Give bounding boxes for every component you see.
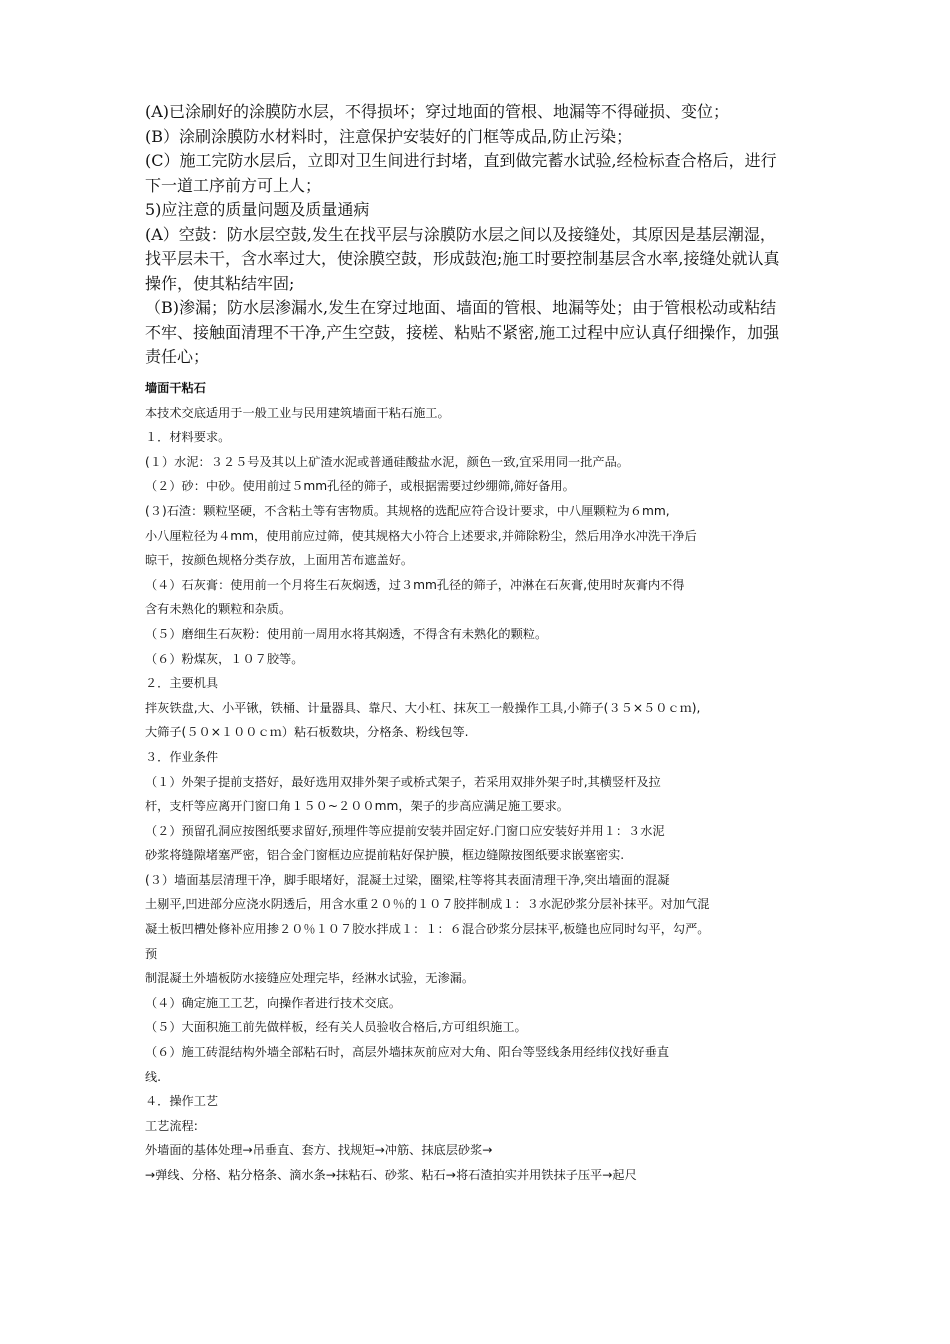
text-line: (３)石渣：颗粒坚硬，不含粘土等有害物质。其规格的选配应符合设计要求，中八厘颗粒为６mm, — [145, 503, 670, 518]
section-subheading: 5)应注意的质量问题及质量通病 — [145, 200, 370, 219]
text-line: （５）大面积施工前先做样板，经有关人员验收合格后,方可组织施工。 — [145, 1020, 527, 1035]
text-line: 不牢、接触面清理不干净,产生空鼓，接槎、粘贴不紧密,施工过程中应认真仔细操作，加强 — [145, 322, 780, 342]
text-line: 含有未熟化的颗粒和杂质。 — [145, 602, 292, 617]
text-line: 大筛子(５０×１００ｃｍ）粘石板数块，分格条、粉线包等. — [145, 725, 469, 740]
text-line: (C）施工完防水层后，立即对卫生间进行封堵，直到做完蓄水试验,经检标查合格后，进行 — [145, 151, 777, 170]
text-line: 线. — [145, 1069, 162, 1084]
text-line: 拌灰铁盘,大、小平锹，铁桶、计量器具、靠尺、大小杠、抹灰工一般操作工具,小筛子(３５×５０ｃｍ), — [145, 700, 701, 715]
text-line: 预 — [145, 946, 158, 961]
text-line: (１）水泥：３２５号及其以上矿渣水泥或普通硅酸盐水泥，颜色一致,宜采用同一批产品。 — [145, 454, 629, 469]
text-line: 工艺流程: — [145, 1118, 198, 1133]
section-heading: 墙面干粘石 — [145, 381, 206, 395]
text-line: （４）石灰膏：使用前一个月将生石灰焖透，过３mm孔径的筛子，冲淋在石灰膏,使用时灰膏内不得 — [145, 577, 685, 592]
text-line: (A）空鼓：防水层空鼓,发生在找平层与涂膜防水层之间以及接缝处，其原因是基层潮湿， — [145, 224, 776, 244]
text-line: 操作，使其粘结牢固; — [145, 273, 295, 293]
text-line: (３）墙面基层清理干净，脚手眼堵好，混凝土过梁，圈梁,柱等将其表面清理干净,突出墙面的混凝 — [145, 872, 670, 887]
text-line: 凝土板凹槽处修补应用掺２０％１０７胶水拌成１：１：６混合砂浆分层抹平,板缝也应同时勾平，勾严。 — [145, 922, 710, 937]
text-line: （６）施工砖混结构外墙全部粘石时，高层外墙抹灰前应对大角、阳台等竖线条用经纬仪找好垂直 — [145, 1045, 670, 1060]
text-line: (B）涂刷涂膜防水材料时，注意保护安装好的门框等成品,防止污染； — [145, 126, 633, 146]
text-line: （２）砂：中砂。使用前过５mm孔径的筛子，或根据需要过纱绷筛,筛好备用。 — [145, 479, 575, 494]
text-line: ２．主要机具 — [145, 676, 219, 691]
text-line: （４）确定施工工艺，向操作者进行技术交底。 — [145, 995, 401, 1010]
text-line: 制混凝土外墙板防水接缝应处理完毕，经淋水试验，无渗漏。 — [145, 971, 475, 986]
text-line: 外墙面的基体处理→吊垂直、套方、找规矩→冲筋、抹底层砂浆→ — [145, 1143, 493, 1158]
text-line: 杆，支杆等应离开门窗口角１５０~２００mm，架子的步高应满足施工要求。 — [145, 799, 569, 814]
text-line: 本技术交底适用于一般工业与民用建筑墙面干粘石施工。 — [145, 405, 450, 420]
text-line: １．材料要求。 — [145, 430, 231, 445]
text-line: 土剔平,凹进部分应浇水阴透后，用含水重２０％的１０７胶拌制成１：３水泥砂浆分层补抹平。对加气混 — [145, 897, 710, 912]
waterproofing-notes — [145, 100, 815, 370]
text-line: （２）预留孔洞应按图纸要求留好,预埋件等应提前安装并固定好.门窗口应安装好并用１：３水泥 — [145, 823, 665, 838]
text-line: 找平层未干，含水率过大，使涂膜空鼓，形成鼓泡;施工时要控制基层含水率,接缝处就认真 — [145, 249, 780, 268]
text-line: 砂浆将缝隙堵塞严密，铝合金门窗框边应提前粘好保护膜，框边缝隙按图纸要求嵌塞密实. — [145, 848, 625, 863]
text-line: （６）粉煤灰，１０７胶等。 — [145, 651, 304, 666]
text-line: 小八厘粒径为４mm，使用前应过筛，使其规格大小符合上述要求,并筛除粉尘，然后用净水冲洗干净后 — [145, 528, 697, 543]
text-line: ４．操作工艺 — [145, 1094, 219, 1109]
text-line: （５）磨细生石灰粉：使用前一周用水将其焖透，不得含有未熟化的颗粒。 — [145, 626, 548, 641]
text-line: 责任心； — [145, 347, 210, 366]
text-line: →弹线、分格、粘分格条、滴水条→抹粘石、砂浆、粘石→将石渣拍实并用铁抹子压平→起尺 — [145, 1168, 637, 1182]
text-line: （B)渗漏；防水层渗漏水,发生在穿过地面、墙面的管根、地漏等处；由于管根松动或粘结 — [145, 298, 777, 317]
text-line: 下一道工序前方可上人； — [145, 175, 322, 195]
text-line: （１）外架子提前支搭好，最好选用双排外架子或桥式架子，若采用双排外架子时,其横竖杆及拉 — [145, 774, 661, 789]
dry-pebble-wall-section — [145, 376, 815, 1188]
text-line: 晾干，按颜色规格分类存放，上面用苫布遮盖好。 — [145, 553, 414, 568]
text-line: (A)已涂刷好的涂膜防水层，不得损坏；穿过地面的管根、地漏等不得碰损、变位； — [145, 102, 730, 121]
text-line: ３．作业条件 — [145, 749, 219, 764]
